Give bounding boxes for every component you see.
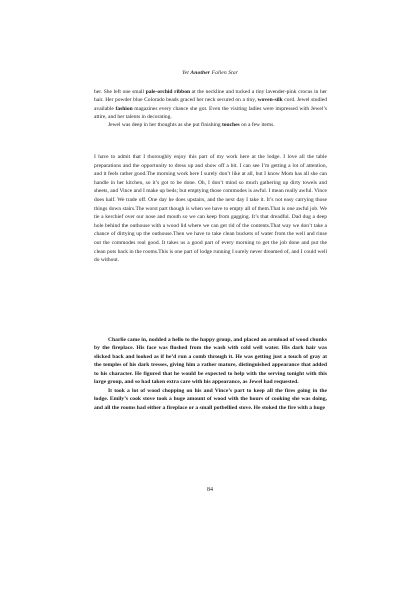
opening-narrative — [94, 88, 327, 130]
running-head-text: Yet — [181, 70, 191, 76]
paragraph-wood-chopping: It took a lot of wood chopping on his and Vince’s part to keep all the fires going in the lodge. Emily’s cook stove took a huge amount of wood with the hours of cooking she was doing, and all the rooms had either a fireplace or a small potbellied stove. He stoked the fire with a huge — [94, 387, 327, 411]
running-head — [0, 70, 420, 76]
bold-narrative — [94, 336, 327, 412]
journal-text: I have to admit that I thoroughly enjoy this part of my work here at the lodge. I love all the table preparations and the opportunity to dress up and show off a bit. I can see I’m getting a lot of attention, and it feels rather good.The morning work here I surely don’t like at all, but I know Mom has all she can handle in her kitchen, so it’s got to be done. Oh, I don’t mind so much gathering up dirty towels and sheets, and Vince and I make up beds; but emptying those commodes is awful. I mean really awful. Vince does half. We trade off. One day he does upstairs, and the next day I take it. It’s not easy carrying those things down stairs.The worst part though is when we have to empty all of them.That is one awful job. We tie a kerchief over our nose and mouth so we can keep from gagging. It’s that dreadful. Dad dug a deep hole behind the outhouse with a wood lid where we can get rid of the contents.That way we don’t take a chance of dirtying up the outhouse.Then we have to take clean buckets of water from the well and rinse out the commodes real good. It takes us a good part of every morning to get the job done and put the clean pots back in the rooms.This is one part of lodge running I surely never dreamed of, and I could well do without. — [94, 154, 327, 264]
page-number: 84 — [207, 487, 213, 493]
running-head-emphasis: Another — [190, 70, 211, 76]
running-head-text-end: Fallen Star — [210, 70, 239, 76]
paragraph-jewel-thoughts: Jewel was deep in her thoughts as she put finishing touches on a few items. — [108, 122, 275, 129]
journal-entry — [94, 153, 327, 265]
paragraph-jewel-attire: her. She left one small pale-orchid ribbon at the neckline and tucked a tiny lavender-pink crocus in her hair. Her powder blue Colorado beads graced her neck secured on a tiny, woven-silk cord. Jewel studied available fashion magazines every chance she got. Even the visiting ladies were impressed with Jewel’s attire, and her talents in decorating. — [94, 89, 328, 121]
paragraph-charlie: Charlie came in, nodded a hello to the happy group, and placed an armload of wood chunks by the fireplace. His face was flushed from the wash with cold well water. His dark hair was slicked back and looked as if he’d run a comb through it. He was getting just a touch of gray at the temples of his dark tresses, giving him a rather mature, distinguished appearance that added to his character. He figured that he would be expected to help with the serving tonight with this large group, and so had taken extra care with his appearance, as Jewel had requested. — [94, 337, 327, 386]
